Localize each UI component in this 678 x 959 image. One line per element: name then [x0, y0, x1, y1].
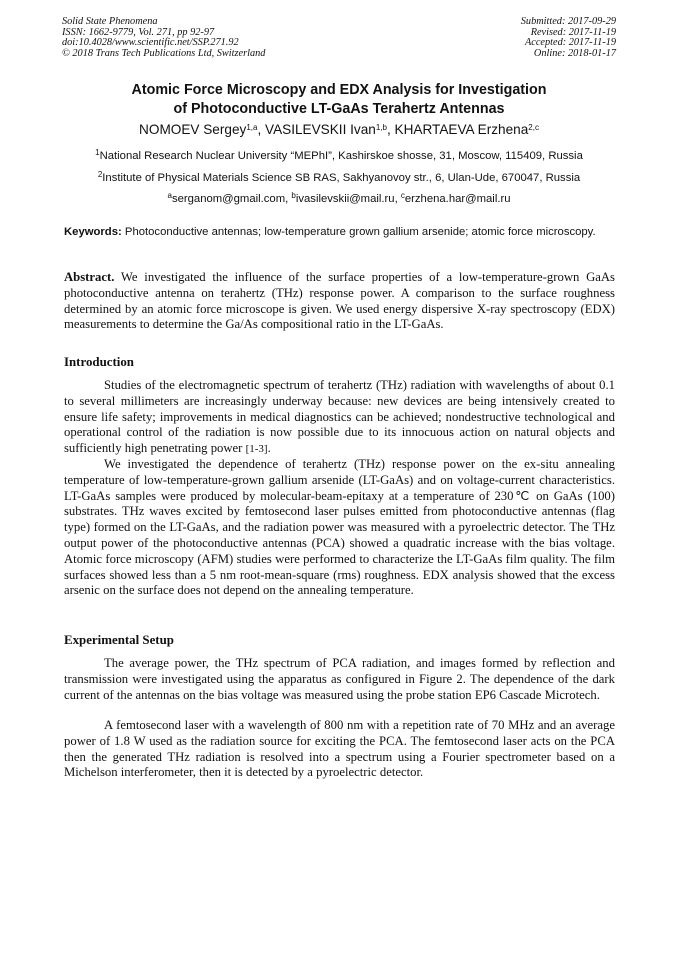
author-3-sup: 2,c: [528, 123, 539, 132]
author-3: KHARTAEVA Erzhena: [394, 122, 529, 137]
email-c: erzhena.har@mail.ru: [404, 193, 511, 205]
experimental-paragraph-1: The average power, the THz spectrum of PCA radiation, and images formed by reflection and transmission were investigated using the apparatus as configured in Figure 2. The dependence of the dark current of the antennas on the bias voltage was measured using the probe station EP6 Cascade Microtech.: [64, 656, 615, 702]
publication-dates: [521, 17, 616, 59]
affiliation-1-text: National Research Nuclear University “MEPhI”, Kashirskoe shosse, 31, Moscow, 115409, Russia: [99, 150, 583, 162]
affiliation-1-sup: 1: [95, 148, 100, 157]
email-c-sup: c: [400, 191, 405, 200]
affiliation-1: [30, 150, 648, 162]
email-b-sup: b: [291, 191, 296, 200]
journal-doi: doi:10.4028/www.scientific.net/SSP.271.92: [62, 37, 239, 49]
citation: [1-3]: [245, 443, 268, 456]
author-1-sup: 1,a: [246, 123, 258, 132]
experimental-heading: Experimental Setup: [64, 633, 174, 647]
date-revised: Revised: 2017-11-19: [530, 26, 616, 38]
date-accepted: Accepted: 2017-11-19: [524, 37, 616, 49]
journal-copyright: © 2018 Trans Tech Publications Ltd, Switzerland: [62, 47, 266, 59]
abstract-label: Abstract.: [64, 270, 115, 284]
keywords: [64, 225, 613, 240]
email-a: serganom@gmail.com,: [171, 193, 292, 205]
date-online: Online: 2018-01-17: [533, 47, 616, 59]
author-list: [40, 122, 638, 137]
journal-name: Solid State Phenomena: [62, 16, 158, 27]
author-separator: ,: [257, 122, 266, 137]
abstract: [64, 270, 615, 333]
author-separator: ,: [386, 122, 395, 137]
author-2-sup: 1,b: [375, 123, 387, 132]
keywords-label: Keywords:: [64, 226, 122, 238]
author-emails: [30, 193, 648, 205]
introduction-p1-end: .: [267, 441, 271, 456]
title-line-2: of Photoconductive LT-GaAs Terahertz Antennas: [173, 101, 505, 117]
abstract-text: We investigated the influence of the surface properties of a low-temperature-grown GaAs photoconductive antenna on terahertz (THz) response power. A comparison to the surface roughness determined by an atomic force microscope is given. We used energy dispersive X-ray spectroscopy (EDX) measurements to determine the Ga/As compositional ratio in the LT-GaAs.: [64, 270, 615, 332]
journal-info: [62, 17, 265, 59]
affiliation-2: [30, 172, 648, 184]
introduction-paragraph-1: [64, 378, 615, 458]
email-a-sup: a: [167, 191, 172, 200]
author-2: VASILEVSKII Ivan: [265, 122, 376, 137]
affiliation-2-sup: 2: [97, 170, 103, 179]
author-1: NOMOEV Sergey: [139, 122, 247, 137]
experimental-paragraph-2: A femtosecond laser with a wavelength of 800 nm with a repetition rate of 70 MHz and an average power of 1.8 W used as the radiation source for exciting the PCA. The femtosecond laser acts on the PCA then the generated THz radiation is resolved into a spectrum using a Fourier spectrometer based on a Michelson interferometer, then it is detected by a pyroelectric detector.: [64, 718, 615, 780]
title-line-1: Atomic Force Microscopy and EDX Analysis for Investigation: [131, 82, 547, 98]
introduction-p1-text: Studies of the electromagnetic spectrum of terahertz (THz) radiation with wavelengths of about 0.1 to several millimeters are increasingly underway because: new devices are being intensively created to ensure life safety; improvements in medical diagnostics can be achieved; nondestructive technological and operational control of the radiation is now possible due to its innocuous action on natural objects and sufficiently high penetrating power: [64, 378, 615, 456]
affiliation-2-text: Institute of Physical Materials Science SB RAS, Sakhyanovoy str., 6, Ulan-Ude, 670047, Russia: [102, 172, 581, 184]
email-b: ivasilevskii@mail.ru,: [295, 193, 401, 205]
paper-title: [40, 81, 638, 119]
introduction-paragraph-2: We investigated the dependence of terahertz (THz) response power on the ex-situ annealing temperature of low-temperature-grown gallium arsenide (LT-GaAs) and on voltage-current characteristics. LT-GaAs samples were produced by molecular-beam-epitaxy at a temperature of 230℃ on GaAs (100) substrates. THz waves excited by femtosecond laser pulses emitted from photoconductive antennas (flag type) formed on the LT-GaAs, and the radiation power was measured with a pyroelectric detector. The THz output power of the photoconductive antennas (PCA) showed a quadratic increase with the bias voltage. Atomic force microscopy (AFM) studies were performed to characterize the LT-GaAs film quality. The film surfaces showed less than a 5 nm root-mean-square (rms) roughness. EDX analysis showed that the excess arsenic on the surface does not depend on the annealing temperature.: [64, 457, 615, 598]
introduction-heading: Introduction: [64, 355, 134, 369]
journal-issn: ISSN: 1662-9779, Vol. 271, pp 92-97: [62, 26, 215, 38]
keywords-text: Photoconductive antennas; low-temperature grown gallium arsenide; atomic force microscopy.: [121, 226, 596, 238]
date-submitted: Submitted: 2017-09-29: [520, 16, 616, 27]
